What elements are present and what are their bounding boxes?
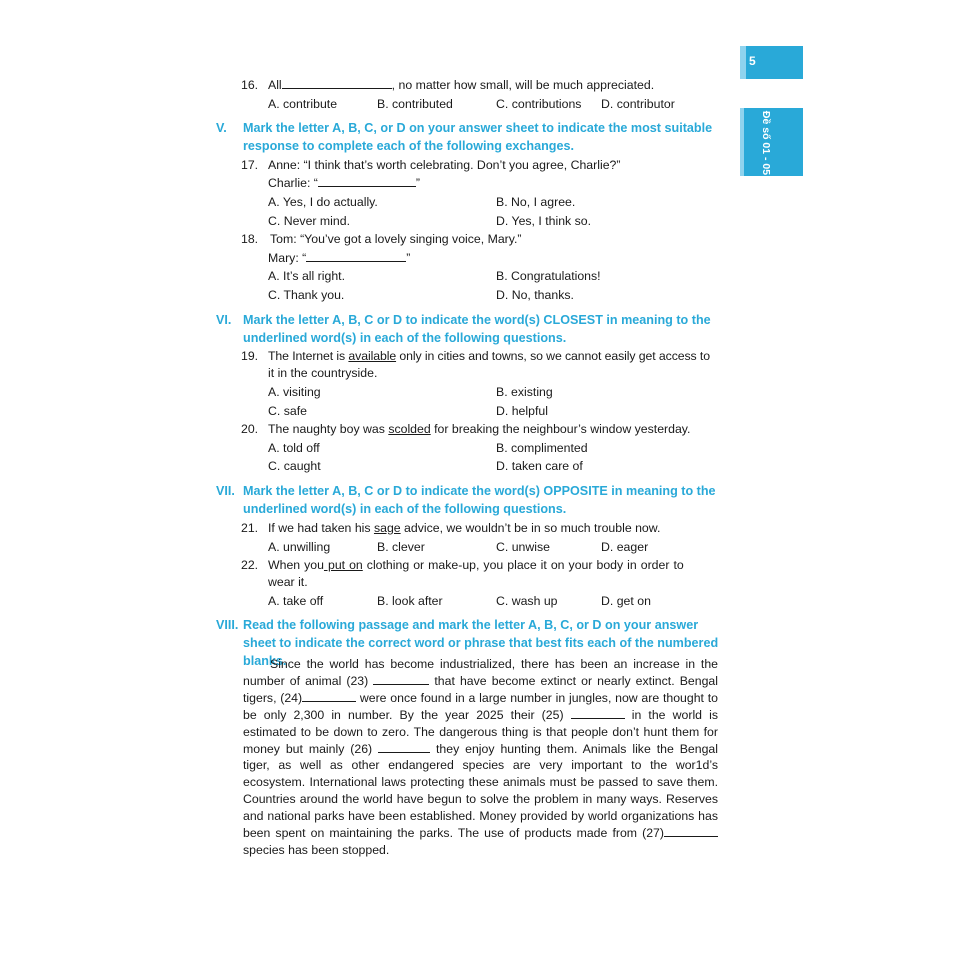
option-a: A. It’s all right. xyxy=(268,269,345,283)
stem-part: advice, we wouldn’t be in so much trouble now. xyxy=(400,521,661,535)
section-number: VI. xyxy=(216,313,232,327)
passage-text: Since the world has become industrialized, there has been an increase in the number of animal (23) xyxy=(243,657,718,688)
answer-blank xyxy=(373,673,429,685)
option-a: A. visiting xyxy=(268,385,321,399)
question-stem xyxy=(268,520,660,536)
stem-part: for breaking the neighbour’s window yesterday. xyxy=(430,422,691,436)
chapter-side-tab xyxy=(740,108,803,176)
option-b: B. look after xyxy=(377,594,443,608)
page-number-tab xyxy=(740,46,803,79)
quote-close: ” xyxy=(415,176,420,190)
answer-blank xyxy=(571,707,625,719)
option-b: B. No, I agree. xyxy=(496,195,576,209)
question-stem xyxy=(268,77,654,93)
option-a: A. Yes, I do actually. xyxy=(268,195,378,209)
page-number: 5 xyxy=(749,54,756,68)
speaker: Mary: “ xyxy=(268,251,307,265)
option-b: B. Congratulations! xyxy=(496,269,601,283)
option-c: C. contributions xyxy=(496,97,582,111)
question-number: 20. xyxy=(241,422,259,436)
option-a: A. told off xyxy=(268,441,320,455)
option-d: D. contributor xyxy=(601,97,675,111)
stem-part: If we had taken his xyxy=(268,521,374,535)
option-d: D. No, thanks. xyxy=(496,288,574,302)
chapter-label: Đề số 01 - 05 xyxy=(760,110,772,176)
response-line xyxy=(268,250,410,266)
question-stem xyxy=(268,557,684,573)
answer-blank xyxy=(282,77,392,89)
option-d: D. Yes, I think so. xyxy=(496,214,592,228)
section-heading xyxy=(0,119,740,155)
option-d: D. get on xyxy=(601,594,651,608)
passage-text: they enjoy hunting them. Animals like the Bengal tiger, as well as other endangered species are very important to the wor1d’s ecosystem. International laws protecting these animals must be passed to save them. Countries around the world have begun to solve the problem in many ways. Reserves and national parks have been established. Money provided by world organizations has been spent on maintaining the parks. The use of products made from (27) xyxy=(243,741,718,841)
question-stem: Anne: “I think that’s worth celebrating. Don’t you agree, Charlie?” xyxy=(268,158,621,172)
answer-blank xyxy=(306,250,406,262)
option-d: D. taken care of xyxy=(496,459,583,473)
stem-part: When you xyxy=(268,558,324,572)
option-a: A. unwilling xyxy=(268,540,331,554)
option-a: A. take off xyxy=(268,594,324,608)
passage-text: species has been stopped. xyxy=(243,842,390,857)
stem-part: The Internet is xyxy=(268,349,349,363)
question-stem-continued: it in the countryside. xyxy=(268,366,378,380)
answer-blank xyxy=(318,175,416,187)
question-number: 21. xyxy=(241,521,259,535)
underlined-word: sage xyxy=(373,521,401,535)
stem-part: clothing or make-up, you place it on your body in order to xyxy=(362,558,684,572)
option-d: D. helpful xyxy=(496,404,548,418)
stem-part: only in cities and towns, so we cannot easily get access to xyxy=(396,349,710,363)
question-number: 18. xyxy=(241,232,259,246)
underlined-word: available xyxy=(348,349,397,363)
question-stem xyxy=(268,348,710,364)
option-b: B. contributed xyxy=(377,97,453,111)
option-b: B. complimented xyxy=(496,441,588,455)
answer-blank xyxy=(302,690,356,702)
section-instruction: Mark the letter A, B, C or D to indicate the word(s) CLOSEST in meaning to the underlined word(s) in each of the following questions. xyxy=(243,313,711,345)
quote-close: ” xyxy=(406,251,411,265)
tab-accent xyxy=(740,108,744,176)
option-c: C. caught xyxy=(268,459,321,473)
answer-blank xyxy=(664,825,718,837)
passage-text: were once found in a large number in jungles, now are thought to be only 2,300 in number. By the year 2025 their (25) xyxy=(243,690,718,722)
section-number: VIII. xyxy=(216,618,239,632)
question-number: 22. xyxy=(241,558,259,572)
section-instruction: Mark the letter A, B, C, or D on your answer sheet to indicate the most suitable response to complete each of the following exchanges. xyxy=(243,121,713,153)
passage-text: in the world is estimated to be down to zero. The dangerous thing is that people don’t hunt them for money but mainly (26) xyxy=(243,707,718,756)
response-line xyxy=(268,175,420,191)
section-number: V. xyxy=(216,121,227,135)
stem-part: All xyxy=(268,78,282,92)
option-c: C. Thank you. xyxy=(268,288,345,302)
tab-accent xyxy=(740,46,746,79)
question-stem xyxy=(268,421,690,437)
option-d: D. eager xyxy=(601,540,649,554)
question-stem: Tom: “You’ve got a lovely singing voice, Mary.” xyxy=(270,232,522,246)
passage-text: that have become extinct or nearly extinct. Bengal tigers, (24) xyxy=(243,673,718,705)
section-instruction: Read the following passage and mark the letter A, B, C, or D on your answer sheet to indicate the correct word or phrase that best fits each of the numbered blanks. xyxy=(243,618,719,668)
option-c: C. safe xyxy=(268,404,307,418)
option-a: A. contribute xyxy=(268,97,338,111)
underlined-word: put on xyxy=(323,558,363,572)
stem-part: , no matter how small, will be much appreciated. xyxy=(391,78,655,92)
reading-passage xyxy=(243,656,718,859)
stem-part: The naughty boy was xyxy=(268,422,389,436)
chapter-label-box xyxy=(752,110,780,176)
question-number: 17. xyxy=(241,158,259,172)
question-stem-continued: wear it. xyxy=(268,575,308,589)
answer-blank xyxy=(378,741,430,753)
section-heading xyxy=(0,482,740,518)
speaker: Charlie: “ xyxy=(268,176,318,190)
underlined-word: scolded xyxy=(388,422,431,436)
option-b: B. clever xyxy=(377,540,425,554)
option-b: B. existing xyxy=(496,385,553,399)
option-c: C. unwise xyxy=(496,540,550,554)
option-c: C. Never mind. xyxy=(268,214,351,228)
section-number: VII. xyxy=(216,484,235,498)
option-c: C. wash up xyxy=(496,594,558,608)
section-heading xyxy=(0,616,740,668)
section-heading xyxy=(0,311,740,347)
question-number: 19. xyxy=(241,349,259,363)
section-instruction: Mark the letter A, B, C or D to indicate the word(s) OPPOSITE in meaning to the underlined word(s) in each of the following questions. xyxy=(243,484,716,516)
question-number: 16. xyxy=(241,78,259,92)
